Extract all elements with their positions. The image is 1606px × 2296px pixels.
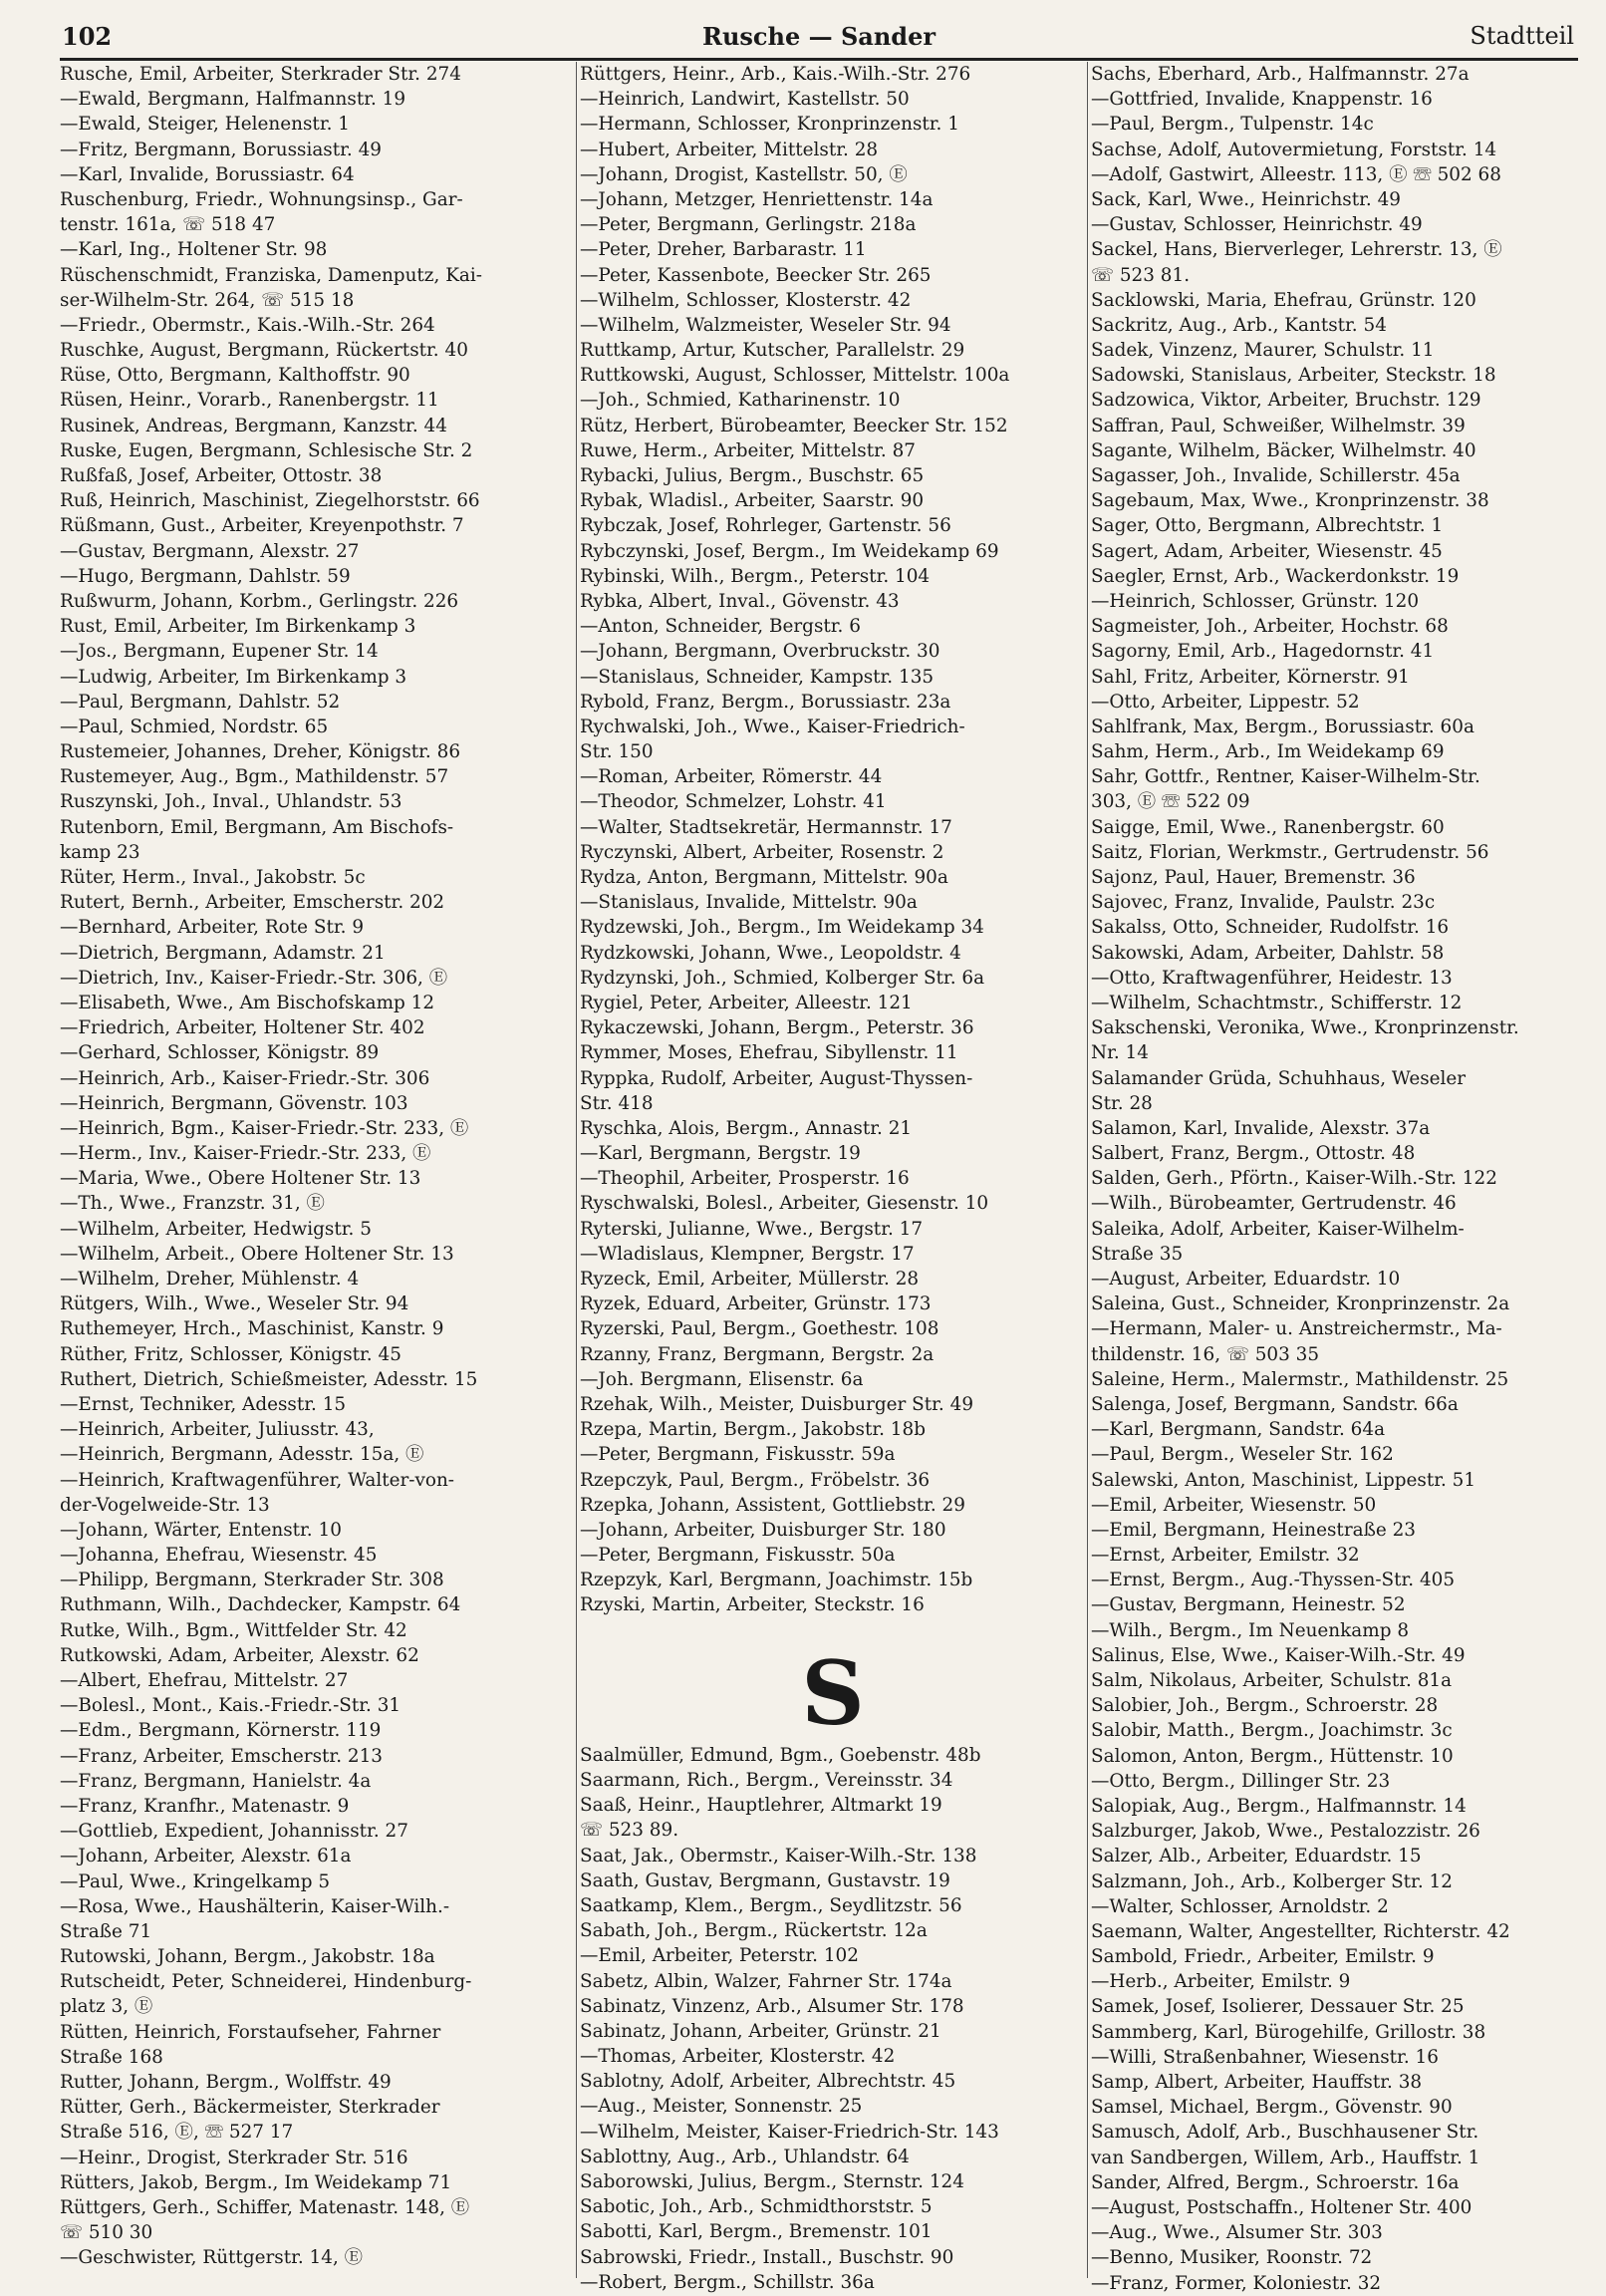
directory-line: —Willi, Straßenbahner, Wiesenstr. 16 (1091, 2046, 1439, 2068)
directory-line: Rybinski, Wilh., Bergm., Peterstr. 104 (580, 565, 931, 587)
directory-line: Rutert, Bernh., Arbeiter, Emscherstr. 202 (60, 892, 445, 914)
directory-line: —Gottlieb, Expedient, Johannisstr. 27 (60, 1821, 408, 1843)
directory-line: —Theophil, Arbeiter, Prosperstr. 16 (580, 1168, 910, 1190)
directory-line: Saleine, Herm., Malermstr., Mathildenstr. 25 (1091, 1368, 1509, 1390)
directory-line: Saemann, Walter, Angestellter, Richterstr. 42 (1091, 1920, 1510, 1942)
directory-line: Straße 71 (60, 1920, 152, 1942)
directory-line: —Paul, Bergm., Weseler Str. 162 (1091, 1444, 1394, 1466)
directory-line: —Stanislaus, Invalide, Mittelstr. 90a (580, 892, 918, 914)
directory-line: —Karl, Bergmann, Bergstr. 19 (580, 1143, 861, 1165)
directory-line: —Albert, Ehefrau, Mittelstr. 27 (60, 1670, 349, 1691)
column-divider (1087, 62, 1088, 2278)
directory-line: —Paul, Bergm., Tulpenstr. 14c (1091, 114, 1374, 136)
directory-line: —Heinrich, Bergmann, Adesstr. 15a, Ⓔ (60, 1444, 424, 1466)
directory-line: —Robert, Bergm., Schillstr. 36a (580, 2271, 875, 2293)
directory-line: Rybczak, Josef, Rohrleger, Gartenstr. 56 (580, 515, 951, 537)
directory-line: ☏ 510 30 (60, 2222, 153, 2244)
directory-line: —Hubert, Arbeiter, Mittelstr. 28 (580, 139, 879, 160)
directory-line: —Johanna, Ehefrau, Wiesenstr. 45 (60, 1545, 378, 1567)
directory-line: —Johann, Arbeiter, Alexstr. 61a (60, 1846, 352, 1867)
directory-line: —Paul, Schmied, Nordstr. 65 (60, 716, 329, 737)
directory-line: —Aug., Meister, Sonnenstr. 25 (580, 2096, 863, 2118)
directory-line (580, 1618, 1086, 1643)
directory-line: —Gottfried, Invalide, Knappenstr. 16 (1091, 89, 1433, 111)
directory-line: Rustemeyer, Aug., Bgm., Mathildenstr. 57 (60, 766, 449, 788)
directory-line: Rüschenschmidt, Franziska, Damenputz, Kai- (60, 264, 482, 286)
directory-line: Sagebaum, Max, Wwe., Kronprinzenstr. 38 (1091, 490, 1489, 512)
directory-line: —Peter, Kassenbote, Beecker Str. 265 (580, 264, 932, 286)
directory-line: Salamander Grüda, Schuhhaus, Weseler (1091, 1067, 1467, 1089)
directory-line: —Friedr., Obermstr., Kais.-Wilh.-Str. 264 (60, 314, 435, 336)
column-3 (1091, 62, 1591, 2296)
directory-line: —Peter, Bergmann, Fiskusstr. 50a (580, 1545, 896, 1567)
directory-line: —Otto, Arbeiter, Lippestr. 52 (1091, 691, 1360, 713)
directory-line: Ryschka, Alois, Bergm., Annastr. 21 (580, 1117, 913, 1139)
directory-line: Nr. 14 (1091, 1042, 1149, 1064)
directory-line: Ruttkamp, Artur, Kutscher, Parallelstr. 29 (580, 340, 965, 362)
directory-line: —Adolf, Gastwirt, Alleestr. 113, Ⓔ ☏ 502 68 (1091, 163, 1501, 185)
directory-line: —Stanislaus, Schneider, Kampstr. 135 (580, 666, 935, 688)
directory-line: —Karl, Ing., Holtener Str. 98 (60, 239, 328, 261)
directory-line: Rzepzyk, Karl, Bergmann, Joachimstr. 15b (580, 1570, 973, 1591)
page-number: 102 (62, 22, 113, 51)
directory-line: Salomon, Anton, Bergm., Hüttenstr. 10 (1091, 1745, 1454, 1767)
directory-line: Rzepka, Johann, Assistent, Gottliebstr. 29 (580, 1494, 965, 1516)
directory-line: Ruthmann, Wilh., Dachdecker, Kampstr. 64 (60, 1594, 461, 1616)
directory-line: Saarmann, Rich., Bergm., Vereinsstr. 34 (580, 1770, 953, 1791)
directory-line: kamp 23 (60, 841, 140, 863)
directory-line: Ruthert, Dietrich, Schießmeister, Adesstr. 15 (60, 1368, 478, 1390)
directory-line: van Sandbergen, Willem, Arb., Hauffstr. 1 (1091, 2147, 1480, 2168)
directory-line: Sahlfrank, Max, Bergm., Borussiastr. 60a (1091, 716, 1474, 737)
directory-line: Straße 35 (1091, 1243, 1184, 1265)
directory-line: Ryczynski, Albert, Arbeiter, Rosenstr. 2 (580, 841, 944, 863)
directory-line: —Franz, Arbeiter, Emscherstr. 213 (60, 1745, 383, 1767)
directory-line: —Karl, Bergmann, Sandstr. 64a (1091, 1419, 1386, 1441)
directory-line: Rzehak, Wilh., Meister, Duisburger Str. 49 (580, 1393, 974, 1415)
directory-line: —Emil, Arbeiter, Wiesenstr. 50 (1091, 1494, 1377, 1516)
directory-line: Salobir, Matth., Bergm., Joachimstr. 3c (1091, 1720, 1453, 1742)
directory-line: —Dietrich, Inv., Kaiser-Friedr.-Str. 306, Ⓔ (60, 967, 448, 989)
directory-line: Sammberg, Karl, Bürogehilfe, Grillostr. 38 (1091, 2021, 1486, 2043)
directory-line: Sajovec, Franz, Invalide, Paulstr. 23c (1091, 892, 1436, 914)
directory-line: —Jos., Bergmann, Eupener Str. 14 (60, 641, 379, 663)
directory-line: —Joh. Bergmann, Elisenstr. 6a (580, 1368, 864, 1390)
directory-line: Sahm, Herm., Arb., Im Weidekamp 69 (1091, 741, 1445, 763)
directory-line: Sablotny, Adolf, Arbeiter, Albrechtstr. 45 (580, 2071, 956, 2093)
directory-line: Sabotic, Joh., Arb., Schmidthorststr. 5 (580, 2196, 933, 2218)
directory-line: —Aug., Wwe., Alsumer Str. 303 (1091, 2222, 1383, 2244)
directory-line: Ruthemeyer, Hrch., Maschinist, Kanstr. 9 (60, 1318, 444, 1340)
directory-line: Saigge, Emil, Wwe., Ranenbergstr. 60 (1091, 816, 1445, 838)
directory-line: Samusch, Adolf, Arb., Buschhausener Str. (1091, 2122, 1479, 2144)
directory-line: Rusinek, Andreas, Bergmann, Kanzstr. 44 (60, 415, 447, 436)
directory-line: Salden, Gerh., Pförtn., Kaiser-Wilh.-Str. 122 (1091, 1168, 1497, 1190)
section-label: Stadtteil (1470, 22, 1574, 50)
directory-line: Salzburger, Jakob, Wwe., Pestalozzistr. 26 (1091, 1821, 1480, 1843)
directory-line: Salzmann, Joh., Arb., Kolberger Str. 12 (1091, 1870, 1453, 1892)
directory-line: —Joh., Schmied, Katharinenstr. 10 (580, 390, 901, 412)
directory-line: —Paul, Bergmann, Dahlstr. 52 (60, 691, 341, 713)
directory-line: —Dietrich, Bergmann, Adamstr. 21 (60, 942, 386, 964)
directory-line: —Heinrich, Arbeiter, Juliusstr. 43, (60, 1419, 375, 1441)
directory-line: Rütz, Herbert, Bürobeamter, Beecker Str. 152 (580, 415, 1008, 436)
directory-line: Sambold, Friedr., Arbeiter, Emilstr. 9 (1091, 1946, 1435, 1968)
directory-line: Rzepczyk, Paul, Bergm., Fröbelstr. 36 (580, 1469, 931, 1491)
directory-line: Salbert, Franz, Bergm., Ottostr. 48 (1091, 1143, 1416, 1165)
directory-line: —Hermann, Schlosser, Kronprinzenstr. 1 (580, 114, 959, 136)
directory-line: —Friedrich, Arbeiter, Holtener Str. 402 (60, 1017, 425, 1039)
directory-line: —Heinrich, Landwirt, Kastellstr. 50 (580, 89, 910, 111)
directory-line: —Johann, Drogist, Kastellstr. 50, Ⓔ (580, 163, 908, 185)
directory-line: Str. 418 (580, 1092, 654, 1114)
directory-line: Ryterski, Julianne, Wwe., Bergstr. 17 (580, 1218, 924, 1240)
directory-line: Sabath, Joh., Bergm., Rückertstr. 12a (580, 1920, 928, 1942)
directory-line: Sagorny, Emil, Arb., Hagedornstr. 41 (1091, 641, 1435, 663)
directory-line: —Karl, Invalide, Borussiastr. 64 (60, 163, 355, 185)
directory-line: Ryppka, Rudolf, Arbeiter, August-Thyssen- (580, 1067, 973, 1089)
directory-line: —Johann, Wärter, Entenstr. 10 (60, 1519, 342, 1541)
directory-line: Rybak, Wladisl., Arbeiter, Saarstr. 90 (580, 490, 925, 512)
directory-line: Sabetz, Albin, Walzer, Fahrner Str. 174a (580, 1970, 952, 1992)
directory-line: —Philipp, Bergmann, Sterkrader Str. 308 (60, 1570, 444, 1591)
directory-line: —Peter, Dreher, Barbarastr. 11 (580, 239, 867, 261)
directory-line: Rust, Emil, Arbeiter, Im Birkenkamp 3 (60, 616, 416, 638)
directory-line: thildenstr. 16, ☏ 503 35 (1091, 1343, 1320, 1365)
directory-line: Sachse, Adolf, Autovermietung, Forststr. 14 (1091, 139, 1497, 160)
directory-line: —Franz, Former, Koloniestr. 32 (1091, 2272, 1382, 2294)
directory-line: Str. 28 (1091, 1092, 1153, 1114)
directory-line: Straße 516, Ⓔ, ☏ 527 17 (60, 2122, 294, 2144)
directory-line: Sabinatz, Johann, Arbeiter, Grünstr. 21 (580, 2020, 941, 2042)
directory-line: Rütter, Gerh., Bäckermeister, Sterkrader (60, 2097, 440, 2119)
directory-line: Rzanny, Franz, Bergmann, Bergstr. 2a (580, 1343, 935, 1365)
directory-line: Saaß, Heinr., Hauptlehrer, Altmarkt 19 (580, 1795, 942, 1817)
directory-line: Rutke, Wilh., Bgm., Wittfelder Str. 42 (60, 1619, 407, 1641)
directory-line: —Ernst, Techniker, Adesstr. 15 (60, 1393, 347, 1415)
directory-line: Ruske, Eugen, Bergmann, Schlesische Str. 2 (60, 439, 473, 461)
directory-line: Rybczynski, Josef, Bergm., Im Weidekamp 69 (580, 540, 999, 562)
directory-line: Rußwurm, Johann, Korbm., Gerlingstr. 226 (60, 590, 459, 612)
directory-line: Rzyski, Martin, Arbeiter, Steckstr. 16 (580, 1594, 925, 1616)
directory-line: —Heinrich, Kraftwagenführer, Walter-von- (60, 1469, 455, 1491)
directory-line: Salopiak, Aug., Bergm., Halfmannstr. 14 (1091, 1795, 1467, 1817)
directory-line: —August, Postschaffn., Holtener Str. 400 (1091, 2196, 1472, 2218)
directory-line: —Thomas, Arbeiter, Klosterstr. 42 (580, 2046, 896, 2068)
directory-line: —August, Arbeiter, Eduardstr. 10 (1091, 1269, 1401, 1290)
directory-line: —Johann, Bergmann, Overbruckstr. 30 (580, 641, 940, 663)
directory-line: Rygiel, Peter, Arbeiter, Alleestr. 121 (580, 992, 913, 1013)
directory-line: —Geschwister, Rüttgerstr. 14, Ⓔ (60, 2247, 364, 2269)
directory-line: —Theodor, Schmelzer, Lohstr. 41 (580, 791, 887, 813)
directory-line: —Wilhelm, Meister, Kaiser-Friedrich-Str. 143 (580, 2121, 999, 2143)
directory-line: —Gustav, Bergmann, Heinestr. 52 (1091, 1594, 1406, 1616)
directory-line: —Wilhelm, Schachtmstr., Schifferstr. 12 (1091, 992, 1463, 1013)
directory-line: —Johann, Arbeiter, Duisburger Str. 180 (580, 1519, 946, 1541)
directory-line: Sakalss, Otto, Schneider, Rudolfstr. 16 (1091, 917, 1450, 939)
directory-line: Rüttgers, Gerh., Schiffer, Matenastr. 148, Ⓔ (60, 2196, 470, 2218)
directory-line: Rydzewski, Joh., Bergm., Im Weidekamp 34 (580, 917, 984, 939)
directory-line: Rütters, Jakob, Bergm., Im Weidekamp 71 (60, 2171, 452, 2193)
directory-line: —Edm., Bergmann, Körnerstr. 119 (60, 1720, 382, 1742)
directory-line: —Ewald, Bergmann, Halfmannstr. 19 (60, 89, 406, 111)
directory-line: Rychwalski, Joh., Wwe., Kaiser-Friedrich- (580, 716, 965, 737)
directory-line: Sackritz, Aug., Arb., Kantstr. 54 (1091, 314, 1387, 336)
directory-line: Saat, Jak., Obermstr., Kaiser-Wilh.-Str. 138 (580, 1845, 977, 1866)
directory-line: Rüter, Herm., Inval., Jakobstr. 5c (60, 867, 366, 888)
directory-line: —Wilhelm, Schlosser, Klosterstr. 42 (580, 289, 912, 311)
directory-line: —Franz, Kranfhr., Matenastr. 9 (60, 1795, 350, 1817)
directory-line: —Heinrich, Bergmann, Gövenstr. 103 (60, 1092, 408, 1114)
directory-line: Saleina, Gust., Schneider, Kronprinzenstr. 2a (1091, 1293, 1510, 1315)
directory-line: Sadowski, Stanislaus, Arbeiter, Steckstr. 18 (1091, 365, 1496, 387)
directory-line: —Otto, Kraftwagenführer, Heidestr. 13 (1091, 967, 1453, 989)
column-2 (580, 62, 1086, 2295)
directory-line: Saegler, Ernst, Arb., Wackerdonkstr. 19 (1091, 565, 1460, 587)
directory-line: —Hermann, Maler- u. Anstreichermstr., Ma- (1091, 1318, 1502, 1340)
directory-line: Rybacki, Julius, Bergm., Buschstr. 65 (580, 465, 925, 486)
directory-line: ☏ 523 89. (580, 1820, 679, 1842)
directory-line: —Peter, Bergmann, Fiskusstr. 59a (580, 1444, 896, 1466)
directory-line: Straße 168 (60, 2046, 163, 2068)
directory-line: Rüse, Otto, Bergmann, Kalthoffstr. 90 (60, 365, 410, 387)
directory-line: —Gustav, Schlosser, Heinrichstr. 49 (1091, 214, 1423, 236)
directory-line: Salm, Nikolaus, Arbeiter, Schulstr. 81a (1091, 1670, 1453, 1691)
directory-line: —Heinrich, Arb., Kaiser-Friedr.-Str. 306 (60, 1067, 430, 1089)
directory-line: —Otto, Bergm., Dillinger Str. 23 (1091, 1770, 1391, 1792)
directory-line: —Anton, Schneider, Bergstr. 6 (580, 616, 861, 638)
directory-line: —Elisabeth, Wwe., Am Bischofskamp 12 (60, 992, 435, 1013)
directory-line: —Bernhard, Arbeiter, Rote Str. 9 (60, 917, 365, 939)
directory-line: Rüsen, Heinr., Vorarb., Ranenbergstr. 11 (60, 390, 439, 412)
directory-line: —Heinrich, Bgm., Kaiser-Friedr.-Str. 233, Ⓔ (60, 1117, 469, 1139)
directory-line: Ruschenburg, Friedr., Wohnungsinsp., Gar- (60, 188, 463, 210)
directory-line: Ryzeck, Emil, Arbeiter, Müllerstr. 28 (580, 1269, 920, 1290)
directory-line: Sagert, Adam, Arbeiter, Wiesenstr. 45 (1091, 540, 1443, 562)
directory-line: —Walter, Stadtsekretär, Hermannstr. 17 (580, 816, 952, 838)
directory-line: der-Vogelweide-Str. 13 (60, 1494, 270, 1516)
directory-line: —Maria, Wwe., Obere Holtener Str. 13 (60, 1168, 421, 1190)
directory-line: Samp, Albert, Arbeiter, Hauffstr. 38 (1091, 2072, 1423, 2093)
directory-line: —Wladislaus, Klempner, Bergstr. 17 (580, 1243, 915, 1265)
column-divider (576, 62, 577, 2278)
directory-line: 303, Ⓔ ☏ 522 09 (1091, 791, 1250, 813)
directory-line: Sadek, Vinzenz, Maurer, Schulstr. 11 (1091, 340, 1435, 362)
directory-line: —Ernst, Arbeiter, Emilstr. 32 (1091, 1545, 1360, 1567)
directory-line: Ryschwalski, Bolesl., Arbeiter, Giesenstr. 10 (580, 1193, 989, 1215)
directory-line: —Th., Wwe., Franzstr. 31, Ⓔ (60, 1193, 325, 1215)
directory-line: Rutter, Johann, Bergm., Wolffstr. 49 (60, 2072, 392, 2093)
directory-line: —Ernst, Bergm., Aug.-Thyssen-Str. 405 (1091, 1570, 1456, 1591)
directory-line: Saatkamp, Klem., Bergm., Seydlitzstr. 56 (580, 1894, 962, 1916)
directory-line: —Herb., Arbeiter, Emilstr. 9 (1091, 1971, 1351, 1993)
directory-line: Sager, Otto, Bergmann, Albrechtstr. 1 (1091, 515, 1444, 537)
directory-line: Sahl, Fritz, Arbeiter, Körnerstr. 91 (1091, 666, 1410, 688)
column-1 (60, 62, 576, 2271)
directory-line: Sabrowski, Friedr., Install., Buschstr. 90 (580, 2246, 954, 2268)
directory-line: Sacklowski, Maria, Ehefrau, Grünstr. 120 (1091, 289, 1476, 311)
directory-line: Sagmeister, Joh., Arbeiter, Hochstr. 68 (1091, 616, 1449, 638)
page-header (60, 22, 1578, 61)
directory-line: Rüßmann, Gust., Arbeiter, Kreyenpothstr. 7 (60, 515, 464, 537)
directory-line: Sakschenski, Veronika, Wwe., Kronprinzenstr. (1091, 1017, 1519, 1039)
directory-line: Rutenborn, Emil, Bergmann, Am Bischofs- (60, 816, 454, 838)
directory-line: —Fritz, Bergmann, Borussiastr. 49 (60, 139, 382, 160)
directory-line: Salewski, Anton, Maschinist, Lippestr. 51 (1091, 1469, 1476, 1491)
directory-line: Sahr, Gottfr., Rentner, Kaiser-Wilhelm-Str. (1091, 766, 1480, 788)
directory-line: Salzer, Alb., Arbeiter, Eduardstr. 15 (1091, 1846, 1422, 1867)
directory-line: —Wilhelm, Arbeiter, Hedwigstr. 5 (60, 1218, 372, 1240)
directory-line: —Johann, Metzger, Henriettenstr. 14a (580, 188, 934, 210)
directory-line: ☏ 523 81. (1091, 264, 1191, 286)
directory-line: Sadzowica, Viktor, Arbeiter, Bruchstr. 129 (1091, 390, 1481, 412)
directory-line: Rymmer, Moses, Ehefrau, Sibyllenstr. 11 (580, 1042, 958, 1064)
directory-line: ser-Wilhelm-Str. 264, ☏ 515 18 (60, 289, 355, 311)
directory-line: Sabotti, Karl, Bergm., Bremenstr. 101 (580, 2221, 933, 2243)
directory-line: Salinus, Else, Wwe., Kaiser-Wilh.-Str. 49 (1091, 1644, 1466, 1666)
page-title: Rusche — Sander (702, 22, 936, 51)
directory-line: Rykaczewski, Johann, Bergm., Peterstr. 36 (580, 1017, 974, 1039)
directory-line: Str. 150 (580, 741, 654, 763)
directory-line: Ruschke, August, Bergmann, Rückertstr. 40 (60, 340, 468, 362)
directory-line: Sachs, Eberhard, Arb., Halfmannstr. 27a (1091, 64, 1470, 85)
directory-line: Sander, Alfred, Bergm., Schroerstr. 16a (1091, 2171, 1460, 2193)
directory-line: —Peter, Bergmann, Gerlingstr. 218a (580, 214, 917, 236)
directory-line: —Rosa, Wwe., Haushälterin, Kaiser-Wilh.- (60, 1895, 450, 1917)
directory-line: Sack, Karl, Wwe., Heinrichstr. 49 (1091, 188, 1401, 210)
directory-line: Rybka, Albert, Inval., Gövenstr. 43 (580, 590, 900, 612)
directory-line: —Hugo, Bergmann, Dahlstr. 59 (60, 565, 351, 587)
directory-line: —Heinr., Drogist, Sterkrader Str. 516 (60, 2147, 408, 2168)
directory-line: —Wilhelm, Dreher, Mühlenstr. 4 (60, 1269, 360, 1290)
directory-line: Rusche, Emil, Arbeiter, Sterkrader Str. 274 (60, 64, 461, 85)
directory-line: —Wilhelm, Arbeit., Obere Holtener Str. 13 (60, 1243, 454, 1265)
directory-line: —Gustav, Bergmann, Alexstr. 27 (60, 540, 360, 562)
directory-line: —Ludwig, Arbeiter, Im Birkenkamp 3 (60, 666, 407, 688)
directory-line: tenstr. 161a, ☏ 518 47 (60, 214, 276, 236)
directory-line: Sagasser, Joh., Invalide, Schillerstr. 45a (1091, 465, 1461, 486)
directory-line: Rzepa, Martin, Bergm., Jakobstr. 18b (580, 1419, 926, 1441)
directory-line: —Franz, Bergmann, Hanielstr. 4a (60, 1770, 372, 1792)
directory-line: Rutscheidt, Peter, Schneiderei, Hindenburg- (60, 1971, 472, 1993)
directory-line: —Wilh., Bürobeamter, Gertrudenstr. 46 (1091, 1193, 1457, 1215)
directory-line: Sablottny, Aug., Arb., Uhlandstr. 64 (580, 2146, 910, 2167)
section-letter: S (801, 1640, 865, 1745)
directory-line: Rydzkowski, Johann, Wwe., Leopoldstr. 4 (580, 942, 961, 964)
directory-line: Saleika, Adolf, Arbeiter, Kaiser-Wilhelm- (1091, 1218, 1465, 1240)
directory-line: —Benno, Musiker, Roonstr. 72 (1091, 2247, 1373, 2269)
directory-line: Samek, Josef, Isolierer, Dessauer Str. 25 (1091, 1996, 1465, 2018)
directory-line: Sabinatz, Vinzenz, Arb., Alsumer Str. 178 (580, 1995, 964, 2017)
directory-line: Saath, Gustav, Bergmann, Gustavstr. 19 (580, 1869, 950, 1891)
directory-line: platz 3, Ⓔ (60, 1996, 153, 2018)
directory-line: —Bolesl., Mont., Kais.-Friedr.-Str. 31 (60, 1695, 402, 1717)
directory-line: Salamon, Karl, Invalide, Alexstr. 37a (1091, 1117, 1431, 1139)
directory-line: —Herm., Inv., Kaiser-Friedr.-Str. 233, Ⓔ (60, 1143, 431, 1165)
directory-line: Ruwe, Herm., Arbeiter, Mittelstr. 87 (580, 439, 916, 461)
directory-line: Rütgers, Wilh., Wwe., Weseler Str. 94 (60, 1293, 409, 1315)
directory-line: Rutowski, Johann, Bergm., Jakobstr. 18a (60, 1946, 435, 1968)
directory-line: Saffran, Paul, Schweißer, Wilhelmstr. 39 (1091, 415, 1466, 436)
directory-line: Rußfaß, Josef, Arbeiter, Ottostr. 38 (60, 465, 383, 486)
directory-line: —Gerhard, Schlosser, Königstr. 89 (60, 1042, 380, 1064)
directory-line: Ryzek, Eduard, Arbeiter, Grünstr. 173 (580, 1293, 932, 1315)
directory-line: Rustemeier, Johannes, Dreher, Königstr. 86 (60, 741, 461, 763)
directory-line: Rüther, Fritz, Schlosser, Königstr. 45 (60, 1343, 402, 1365)
directory-line: Sakowski, Adam, Arbeiter, Dahlstr. 58 (1091, 942, 1445, 964)
directory-line: —Emil, Bergmann, Heinestraße 23 (1091, 1519, 1416, 1541)
directory-line: Ruttkowski, August, Schlosser, Mittelstr. 100a (580, 365, 1010, 387)
directory-line: Rüttgers, Heinr., Arb., Kais.-Wilh.-Str. 276 (580, 64, 971, 85)
directory-line: —Wilhelm, Walzmeister, Weseler Str. 94 (580, 314, 951, 336)
directory-line: Saitz, Florian, Werkmstr., Gertrudenstr. 56 (1091, 841, 1489, 863)
directory-line: Saborowski, Julius, Bergm., Sternstr. 124 (580, 2171, 964, 2192)
directory-line: Rybold, Franz, Bergm., Borussiastr. 23a (580, 691, 951, 713)
directory-line: Ruszynski, Joh., Inval., Uhlandstr. 53 (60, 791, 402, 813)
directory-line: Ruß, Heinrich, Maschinist, Ziegelhorststr. 66 (60, 490, 480, 512)
directory-line: Salobier, Joh., Bergm., Schroerstr. 28 (1091, 1695, 1439, 1717)
directory-line: —Emil, Arbeiter, Peterstr. 102 (580, 1945, 859, 1967)
directory-line: —Roman, Arbeiter, Römerstr. 44 (580, 766, 883, 788)
directory-line: Rydzynski, Joh., Schmied, Kolberger Str. 6a (580, 967, 985, 989)
directory-line: Saalmüller, Edmund, Bgm., Goebenstr. 48b (580, 1744, 981, 1766)
directory-line: Sagante, Wilhelm, Bäcker, Wilhelmstr. 40 (1091, 439, 1476, 461)
directory-line: —Paul, Wwe., Kringelkamp 5 (60, 1870, 331, 1892)
directory-line: Rydza, Anton, Bergmann, Mittelstr. 90a (580, 867, 948, 888)
directory-line: Rütten, Heinrich, Forstaufseher, Fahrner (60, 2021, 441, 2043)
directory-line: Rutkowski, Adam, Arbeiter, Alexstr. 62 (60, 1644, 419, 1666)
directory-line: Sajonz, Paul, Hauer, Bremenstr. 36 (1091, 867, 1416, 888)
directory-line: —Heinrich, Schlosser, Grünstr. 120 (1091, 590, 1420, 612)
directory-line: Salenga, Josef, Bergmann, Sandstr. 66a (1091, 1393, 1459, 1415)
directory-line: —Walter, Schlosser, Arnoldstr. 2 (1091, 1895, 1389, 1917)
directory-line: Sackel, Hans, Bierverleger, Lehrerstr. 13, Ⓔ (1091, 239, 1502, 261)
directory-line: Ryzerski, Paul, Bergm., Goethestr. 108 (580, 1318, 939, 1340)
directory-line: Samsel, Michael, Bergm., Gövenstr. 90 (1091, 2097, 1453, 2119)
directory-line: —Wilh., Bergm., Im Neuenkamp 8 (1091, 1619, 1410, 1641)
directory-line: —Ewald, Steiger, Helenenstr. 1 (60, 114, 350, 136)
